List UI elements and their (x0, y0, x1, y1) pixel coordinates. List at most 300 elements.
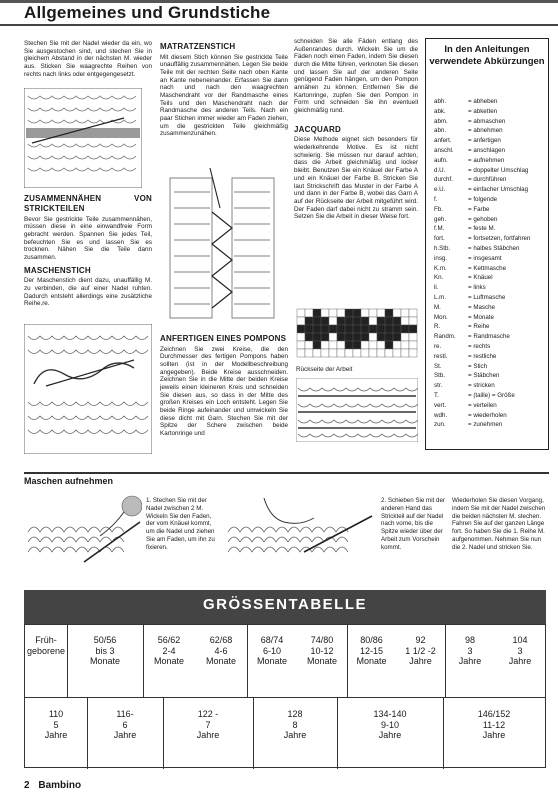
heading-zusammennaehen: ZUSAMMENNÄHEN VON STRICKTEILEN (24, 194, 152, 213)
stitch-illustration-grid (24, 88, 142, 188)
abbreviation-key: wdh. (434, 411, 448, 419)
abbreviation-meaning: = doppelter Umschlag (468, 166, 529, 174)
abbreviation-meaning: = fortsetzen, fortfahren (468, 235, 531, 243)
jacquard-cell (329, 349, 337, 357)
abbreviation-key: li. (434, 284, 439, 292)
size-table-grid (24, 624, 546, 768)
abbreviation-row (434, 117, 546, 127)
abbreviation-meaning: = insgesamt (468, 254, 502, 262)
jacquard-cell (369, 317, 377, 325)
jacquard-cell (361, 317, 369, 325)
cast-on-step-1: 1. Stechen Sie mit der Nadel zwischen 2 M. Wickeln Sie den Faden, der vom Knäuel kommt, um die Nadel und ziehen Sie am Faden, um ihn zu fixieren. (146, 497, 215, 551)
abbreviation-key: h.Stb. (434, 244, 451, 252)
abbreviation-key: abn. (434, 127, 447, 135)
size-cell-line: Jahre (508, 656, 532, 667)
jacquard-cell (369, 309, 377, 317)
abbreviation-meaning: = Knäuel (468, 274, 493, 282)
size-cell-line: 12-15 (359, 645, 384, 656)
jacquard-cell (401, 341, 409, 349)
abbreviation-row (434, 303, 546, 313)
size-cell-line: 8 (292, 719, 298, 730)
section-rule (24, 472, 549, 474)
jacquard-cell (377, 325, 385, 333)
size-cell-line: 7 (205, 719, 211, 730)
abbreviation-meaning: = Kettmasche (468, 264, 507, 272)
size-cell-line: 10-12 (310, 645, 334, 656)
abbreviation-row (434, 342, 546, 352)
abbreviation-meaning: = anfertigen (468, 137, 501, 145)
abbreviation-meaning: = rechts (468, 342, 491, 350)
size-cell-line: 50/56 (93, 635, 117, 645)
jacquard-cell (377, 309, 385, 317)
abbreviation-row (434, 234, 546, 244)
size-cell-line: 1 1/2 -2 (405, 645, 436, 656)
jacquard-cell (313, 325, 321, 333)
size-column-divider (163, 697, 164, 769)
page-number: 2 (24, 780, 30, 791)
jacquard-cell (409, 333, 417, 341)
section-title-maschen-aufnehmen: Maschen aufnehmen (24, 476, 114, 486)
abbreviation-row (434, 264, 546, 274)
size-cell-line: Monate (256, 656, 288, 667)
jacquard-cell (313, 309, 321, 317)
matratzenstich-illustration (160, 168, 284, 326)
abbreviation-row (434, 332, 546, 342)
jacquard-cell (393, 309, 401, 317)
abbreviation-key: anschl. (434, 146, 454, 154)
jacquard-cell (385, 333, 393, 341)
abbreviation-key: Randm. (434, 333, 456, 341)
abbreviation-row (434, 391, 546, 401)
jacquard-chart (296, 308, 418, 360)
abbreviation-row (434, 224, 546, 234)
abbreviation-key: f.M. (434, 225, 445, 233)
jacquard-cell (361, 309, 369, 317)
size-cell (163, 709, 253, 741)
maschenstich-paragraph: Der Maschenstich dient dazu, unauffällig M. zu verbinden, die auf einer Nadel ruhten. Dadurch entsteht allerdings eine zusätzliche Reihe,re. (24, 277, 152, 308)
jacquard-cell (369, 333, 377, 341)
abbreviation-row (434, 401, 546, 411)
size-column-divider (67, 625, 68, 697)
abbreviation-key: abk. (434, 107, 446, 115)
size-cell-line: 116- (116, 709, 134, 719)
column-right (294, 38, 418, 224)
size-cell-line: Jahre (283, 730, 307, 741)
abbreviation-meaning: = aufnehmen (468, 156, 505, 164)
jacquard-cell (297, 349, 305, 357)
jacquard-cell (353, 333, 361, 341)
jacquard-cell (401, 333, 409, 341)
abbreviation-row (434, 185, 546, 195)
size-cell-line: Jahre (409, 656, 432, 667)
jacquard-cell (409, 309, 417, 317)
abbreviation-meaning: = gehoben (468, 215, 498, 223)
jacquard-cell (353, 341, 361, 349)
size-cell (495, 635, 545, 667)
size-column-divider (143, 625, 144, 697)
magazine-brand: Bambino (38, 780, 82, 791)
abbreviation-row (434, 362, 546, 372)
jacquard-cell (401, 317, 409, 325)
abbreviation-meaning: = restliche (468, 352, 497, 360)
size-cell-line: 146/152 (477, 709, 511, 719)
abbreviation-meaning: = (taille) = Größe (468, 391, 515, 399)
abbreviation-key: insg. (434, 254, 448, 262)
abbreviation-meaning: = Randmasche (468, 333, 510, 341)
abbreviation-meaning: = einfacher Umschlag (468, 186, 529, 194)
jacquard-cell (345, 333, 353, 341)
size-cell-line: 56/62 (157, 635, 181, 645)
abbreviation-row (434, 371, 546, 381)
abbreviation-row (434, 175, 546, 185)
size-cell-line: Jahre (113, 730, 137, 741)
jacquard-cell (393, 317, 401, 325)
abbreviation-key: f. (434, 195, 438, 203)
jacquard-cell (313, 349, 321, 357)
size-table-row-divider (25, 697, 545, 698)
zusammennaehen-paragraph: Bevor Sie gestrickte Teile zusammennähen, müssen diese in eine einwandfreie Form gebracht werden. Spannen Sie jedes Teil, befeuchten Sie es und lassen Sie es trocknen. Nähen Sie die Teile dann zusammen. (24, 215, 152, 261)
abbreviation-row (434, 293, 546, 303)
abbreviation-meaning: = Reihe (468, 323, 490, 331)
size-cell-line: Monate (205, 656, 237, 667)
abbreviation-row (434, 352, 546, 362)
abbreviation-meaning: = feste M. (468, 225, 496, 233)
abbreviation-key: Kn. (434, 274, 444, 282)
jacquard-cell (377, 317, 385, 325)
header-bottom-rule (0, 24, 558, 26)
size-cell-line: 104 (512, 635, 528, 645)
jacquard-cell (353, 349, 361, 357)
jacquard-cell (305, 325, 313, 333)
jacquard-cell (385, 341, 393, 349)
size-cell-line: 2-4 (162, 645, 176, 656)
size-cell (143, 635, 195, 667)
jacquard-cell (369, 325, 377, 333)
abbreviation-row (434, 166, 546, 176)
jacquard-cell (385, 325, 393, 333)
jacquard-cell (337, 333, 345, 341)
jacquard-cell (329, 325, 337, 333)
size-column-divider (347, 625, 348, 697)
column-left-lower (24, 190, 152, 311)
jacquard-cell (361, 341, 369, 349)
abbreviation-meaning: = abketten (468, 107, 498, 115)
size-cell (347, 635, 396, 667)
jacquard-cell (377, 333, 385, 341)
size-column-divider (87, 697, 88, 769)
abbreviation-row (434, 254, 546, 264)
size-cell-line: 110 (48, 709, 64, 719)
abbreviation-row (434, 156, 546, 166)
jacquard-cell (361, 349, 369, 357)
size-column-divider (445, 625, 446, 697)
page-header (0, 0, 558, 30)
size-cell (87, 709, 163, 741)
abbreviation-row (434, 322, 546, 332)
jacquard-cell (305, 333, 313, 341)
size-table (24, 590, 546, 768)
abbreviation-key: vert. (434, 401, 447, 409)
jacquard-cell (361, 333, 369, 341)
size-cell-line: 9-10 (380, 719, 399, 730)
size-column-divider (337, 697, 338, 769)
abbreviation-meaning: = Farbe (468, 205, 490, 213)
abbreviation-meaning: = wiederholen (468, 411, 507, 419)
size-column-divider (253, 697, 254, 769)
abbreviation-meaning: = Masche (468, 303, 495, 311)
jacquard-cell (313, 317, 321, 325)
abbreviation-meaning: = abmaschen (468, 117, 506, 125)
matratzenstich-paragraph: Mit diesem Stich können Sie gestrickte Teile unauffällig zusammennähen. Legen Sie beide Teile mit der rechten Seite nach oben Kante an Kante nebeneinander. Erfassen Sie dann nach und nach den waagrechten Maschendraht vor der Randmasche eines Teils und den Maschendraht nach der Randmasche des anderen Teils. Nach ein paar Stichen immer wieder am Faden ziehen, um die gestrickten Teile gleichmäßig zusammenzunähen. (160, 53, 288, 138)
jacquard-cell (321, 333, 329, 341)
jacquard-cell (321, 341, 329, 349)
size-cell-line: Jahre (482, 730, 506, 741)
jacquard-cell (321, 309, 329, 317)
abbreviation-key: re. (434, 342, 442, 350)
jacquard-cell (361, 325, 369, 333)
page-title: Allgemeines und Grundstiche (24, 3, 271, 22)
jacquard-cell (409, 325, 417, 333)
size-cell-line: 98 (464, 635, 475, 645)
jacquard-cell (297, 341, 305, 349)
intro-paragraph: Stechen Sie mit der Nadel wieder da ein, wo Sie ausgestochen sind, und stechen Sie in gleichem Abstand in der nächsten M. wieder aus. Sticken Sie waagrechte Reihen von rechts nach links oder entgegengesetzt. (24, 40, 152, 78)
pompon-paragraph: Zeichnen Sie zwei Kreise, die den Durchmesser des fertigen Pompons haben sollten (ist in der Modellbeschreibung angegeben). Beide Kreise ausschneiden. Zeichnen Sie in die Mitte der beiden Kreise jeweils einen kleineren Kreis und schneiden Sie diesen aus, so dass in der Mitte des großen Kreises ein Loch entsteht. Legen Sie beide Ringe aufeinander und umwickeln Sie diese dicht mit Garn. Stechen Sie mit der Spitze der Schere zwischen beide Kartonringe und (160, 345, 288, 438)
abbreviation-key: T. (434, 391, 439, 399)
abbreviation-meaning: = zunehmen (468, 421, 503, 429)
abbreviation-row (434, 205, 546, 215)
jacquard-cell (401, 325, 409, 333)
cast-on-illustration-1 (24, 492, 142, 572)
jacquard-cell (385, 317, 393, 325)
jacquard-cell (297, 333, 305, 341)
jacquard-cell (345, 325, 353, 333)
jacquard-cell (305, 317, 313, 325)
size-cell-line: 134-140 (373, 709, 407, 719)
abbreviation-row (434, 195, 546, 205)
jacquard-cell (385, 309, 393, 317)
jacquard-cell (393, 341, 401, 349)
size-cell (253, 709, 337, 741)
heading-pompon: ANFERTIGEN EINES POMPONS (160, 334, 287, 343)
size-cell (25, 709, 87, 741)
abbreviation-key: R. (434, 323, 441, 331)
jacquard-cell (337, 349, 345, 357)
size-cell-line: 6-10 (262, 645, 281, 656)
heading-jacquard: JACQUARD (294, 124, 341, 134)
jacquard-cell (377, 349, 385, 357)
jacquard-cell (297, 309, 305, 317)
size-table-header (24, 590, 546, 624)
cast-on-step-3: Wiederholen Sie diesen Vorgang, indem Sie mit der Nadel zwischen die beiden nächsten M. stechen. Fahren Sie auf der ganzen Länge fort. So haben Sie die 1. Reihe M. aufgenommen. Nehmen Sie nun die 2. Nadel und stricken Sie. (452, 497, 546, 551)
abbreviation-row (434, 107, 546, 117)
abbreviation-key: restl. (434, 352, 448, 360)
abbreviation-key: abm. (434, 117, 448, 125)
size-cell (445, 635, 495, 667)
jacquard-cell (329, 333, 337, 341)
column-middle (160, 38, 288, 141)
jacquard-cell (393, 325, 401, 333)
abbreviations-list (434, 97, 546, 430)
abbreviation-key: str. (434, 382, 443, 390)
abbreviation-row (434, 283, 546, 293)
size-cell-line: 4-6 (214, 645, 228, 656)
abbreviation-key: K.m. (434, 264, 447, 272)
abbreviation-row (434, 146, 546, 156)
size-cell-line: 92 (415, 635, 426, 645)
abbreviation-meaning: = verteilen (468, 401, 497, 409)
jacquard-cell (313, 333, 321, 341)
abbreviation-meaning: = Luftmasche (468, 293, 506, 301)
abbreviation-key: aufn. (434, 156, 448, 164)
jacquard-cell (305, 349, 313, 357)
abbreviation-key: d.U. (434, 166, 446, 174)
abbreviation-key: M. (434, 303, 441, 311)
jacquard-cell (377, 341, 385, 349)
abbreviation-meaning: = Stäbchen (468, 372, 500, 380)
jacquard-cell (353, 325, 361, 333)
size-cell-line: Jahre (458, 656, 482, 667)
abbreviation-key: anfert. (434, 137, 452, 145)
size-cell-line: bis 3 (95, 645, 115, 656)
abbreviation-row (434, 313, 546, 323)
jacquard-cell (305, 341, 313, 349)
size-cell (25, 635, 67, 656)
pompon-continued-paragraph: schneiden Sie alle Fäden entlang des Außenrandes durch. Wickeln Sie um die Fäden noch einen Faden, indem Sie diesen durch die Mitte führen, verknoten Sie diesen und lassen Sie auf der anderen Seite genügend Faden hängen, um den Pompon annähen zu können. Entfernen Sie die Kartonringe, zupfen Sie den Pompon in Form und schneiden Sie ihn eventuell gleichmäßig rund. (294, 38, 418, 115)
abbreviation-key: e.U. (434, 186, 446, 194)
jacquard-cell (401, 309, 409, 317)
jacquard-paragraph: Diese Methode eignet sich besonders für wiederkehrende Motive. Es ist nicht schwierig. Sie müssen nur darauf achten, dass die Arbeit gleichmäßig und locker bleibt. Benutzen Sie ein Knäuel der Farbe A und ein Knäuel der Farbe B. Stricken Sie laut Strickschrift das Muster in der Farbe A und dann in der Farbe B, wobei das Garn A auf der Rückseite der Arbeit mitgeführt wird. Der Faden darf dabei nicht zu stramm sein. Setzen Sie die Arbeit in dieser Weise fort. (294, 136, 418, 221)
jacquard-cell (401, 349, 409, 357)
size-cell-line: Jahre (44, 730, 68, 741)
size-cell-line: Monate (89, 656, 121, 667)
jacquard-cell (409, 317, 417, 325)
abbreviation-meaning: = abheben (468, 98, 498, 105)
abbreviation-row (434, 411, 546, 421)
size-cell-line: Jahre (378, 730, 402, 741)
size-cell-line: 5 (53, 719, 59, 730)
abbreviation-key: St. (434, 362, 442, 370)
abbreviation-meaning: = halbes Stäbchen (468, 244, 520, 252)
abbreviation-meaning: = anschlagen (468, 146, 505, 154)
maschenstich-illustration (24, 324, 152, 454)
size-column-divider (443, 697, 444, 769)
jacquard-cell (345, 309, 353, 317)
jacquard-cell (321, 349, 329, 357)
jacquard-cell (393, 333, 401, 341)
jacquard-cell (393, 349, 401, 357)
abbreviation-key: zun. (434, 421, 446, 429)
abbreviation-key: fort. (434, 235, 445, 243)
jacquard-cell (369, 341, 377, 349)
abbreviation-row (434, 97, 546, 107)
abbreviation-meaning: = folgende (468, 195, 498, 203)
jacquard-cell (305, 309, 313, 317)
abbreviation-key: abh. (434, 98, 447, 105)
jacquard-cell (329, 309, 337, 317)
jacquard-cell (345, 341, 353, 349)
abbreviation-row (434, 244, 546, 254)
jacquard-cell (345, 317, 353, 325)
abbreviation-meaning: = links (468, 284, 486, 292)
abbreviation-key: Stb. (434, 372, 446, 380)
jacquard-cell (329, 341, 337, 349)
column-left (24, 40, 152, 81)
heading-maschenstich: MASCHENSTICH (24, 265, 91, 275)
abbreviation-meaning: = stricken (468, 382, 495, 390)
jacquard-cell (337, 341, 345, 349)
size-cell-line: Monate (356, 656, 387, 667)
size-cell-line: 3 (517, 645, 523, 656)
jacquard-cell (329, 317, 337, 325)
column-middle-lower (160, 330, 288, 441)
jacquard-cell (297, 325, 305, 333)
page-footer (24, 780, 81, 791)
abbreviations-box (425, 38, 549, 450)
abbreviation-row (434, 126, 546, 136)
abbreviation-row (434, 136, 546, 146)
jacquard-caption: Rückseite der Arbeit (296, 366, 353, 373)
abbreviation-meaning: = abnehmen (468, 127, 503, 135)
size-cell-line: 6 (122, 719, 128, 730)
jacquard-cell (337, 309, 345, 317)
heading-matratzenstich: MATRATZENSTICH (160, 42, 236, 51)
jacquard-cell (385, 349, 393, 357)
size-cell-line: 11-12 (482, 719, 506, 730)
size-cell (195, 635, 247, 667)
jacquard-cell (337, 325, 345, 333)
size-cell (443, 709, 545, 741)
size-cell (396, 635, 445, 667)
abbreviation-meaning: = Stich (468, 362, 488, 370)
abbreviations-title: In den Anleitungen verwendete Abkürzungen (429, 44, 545, 67)
size-cell (297, 635, 347, 667)
size-cell (67, 635, 143, 667)
jacquard-cell (409, 341, 417, 349)
abbreviation-key: geh. (434, 215, 447, 223)
jacquard-cell (345, 349, 353, 357)
jacquard-cell (337, 317, 345, 325)
size-cell (337, 709, 443, 741)
size-column-divider (247, 625, 248, 697)
size-cell-line: Monate (153, 656, 185, 667)
size-cell-line: 68/74 (260, 635, 284, 645)
cast-on-illustration-2 (224, 492, 376, 572)
size-cell (247, 635, 297, 667)
size-cell-line: 74/80 (310, 635, 334, 645)
abbreviation-meaning: = Monate (468, 313, 494, 321)
size-cell-line: 80/86 (360, 635, 383, 645)
size-cell-line: 3 (467, 645, 473, 656)
jacquard-cell (369, 349, 377, 357)
size-cell-line: Monate (306, 656, 338, 667)
jacquard-cell (353, 309, 361, 317)
jacquard-cell (409, 349, 417, 357)
cast-on-step-2: 2. Schieben Sie mit der anderen Hand das Strickteil auf der Nadel nach vorne, bis die Spitze wieder über der Arbeit zum Vorschein kommt. (381, 497, 445, 551)
jacquard-cell (313, 341, 321, 349)
jacquard-back-illustration (296, 378, 418, 442)
size-cell-line: Jahre (196, 730, 220, 741)
size-table-title: GRÖSSENTABELLE (202, 596, 368, 613)
abbreviation-key: L.m. (434, 293, 447, 301)
abbreviation-key: Fb. (434, 205, 443, 213)
jacquard-cell (353, 317, 361, 325)
abbreviation-row (434, 215, 546, 225)
size-cell-line: 122 - (197, 709, 219, 719)
abbreviation-key: durchf. (434, 176, 453, 184)
abbreviation-row (434, 420, 546, 430)
abbreviation-row (434, 381, 546, 391)
abbreviation-row (434, 273, 546, 283)
